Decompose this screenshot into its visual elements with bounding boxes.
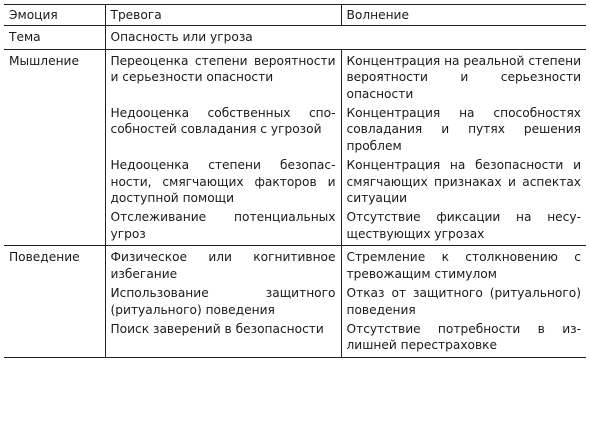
emotion-comparison-table [4, 4, 586, 358]
header-emotion: Эмоция [4, 5, 105, 26]
header-excitement: Волнение [341, 5, 586, 26]
row-label: Мышление [4, 49, 105, 102]
excitement-cell: Отсутствие потребности в излишней перестраховке [341, 318, 586, 357]
table-row [4, 282, 586, 318]
excitement-cell: Отказ от защитного (ритуального) поведения [346, 286, 581, 317]
table-row [4, 49, 586, 102]
anxiety-cell: Отслеживание потенциальных угроз [105, 206, 341, 245]
anxiety-cell: Поиск заверений в безопасности [105, 318, 341, 357]
row-label [4, 206, 105, 245]
row-label [4, 102, 105, 154]
excitement-cell: Концентрация на безопасности и смягчающих признаках и аспектах ситуации [346, 158, 581, 206]
excitement-cell: Отсутствие фиксации на несуществующих угрозах [341, 206, 586, 245]
anxiety-cell: Использование защитного (ритуального) поведения [105, 282, 341, 318]
anxiety-cell: Переоценка степени вероятности и серьезности опасности [105, 49, 341, 102]
anxiety-cell: Недооценка степени безопасности, смягчающих факторов и доступной помощи [105, 154, 341, 206]
excitement-cell: Концентрация на способностях совладания и путях решения проблем [346, 106, 581, 153]
anxiety-cell: Физическое или когнитивное избегание [105, 246, 341, 282]
document-page [4, 4, 586, 358]
row-label [4, 282, 105, 318]
table-header-row [4, 5, 586, 26]
topic-cell: Опасность или угроза [105, 26, 586, 49]
table-row [4, 102, 586, 154]
table-row-topic [4, 26, 586, 49]
row-label: Поведение [4, 246, 105, 282]
table-row [4, 154, 586, 206]
header-anxiety: Тревога [105, 5, 341, 26]
row-label [4, 318, 105, 357]
row-label [4, 154, 105, 206]
excitement-cell: Стремление к столкновению с тревожащим стимулом [346, 250, 581, 281]
excitement-cell: Концентрация на реальной степени вероятности и серьезности опасности [346, 53, 581, 101]
row-label: Тема [4, 26, 105, 49]
table-row [4, 246, 586, 282]
anxiety-cell: Недооценка собственных способностей совладания с угрозой [105, 102, 341, 154]
table-row [4, 318, 586, 357]
table-row [4, 206, 586, 245]
